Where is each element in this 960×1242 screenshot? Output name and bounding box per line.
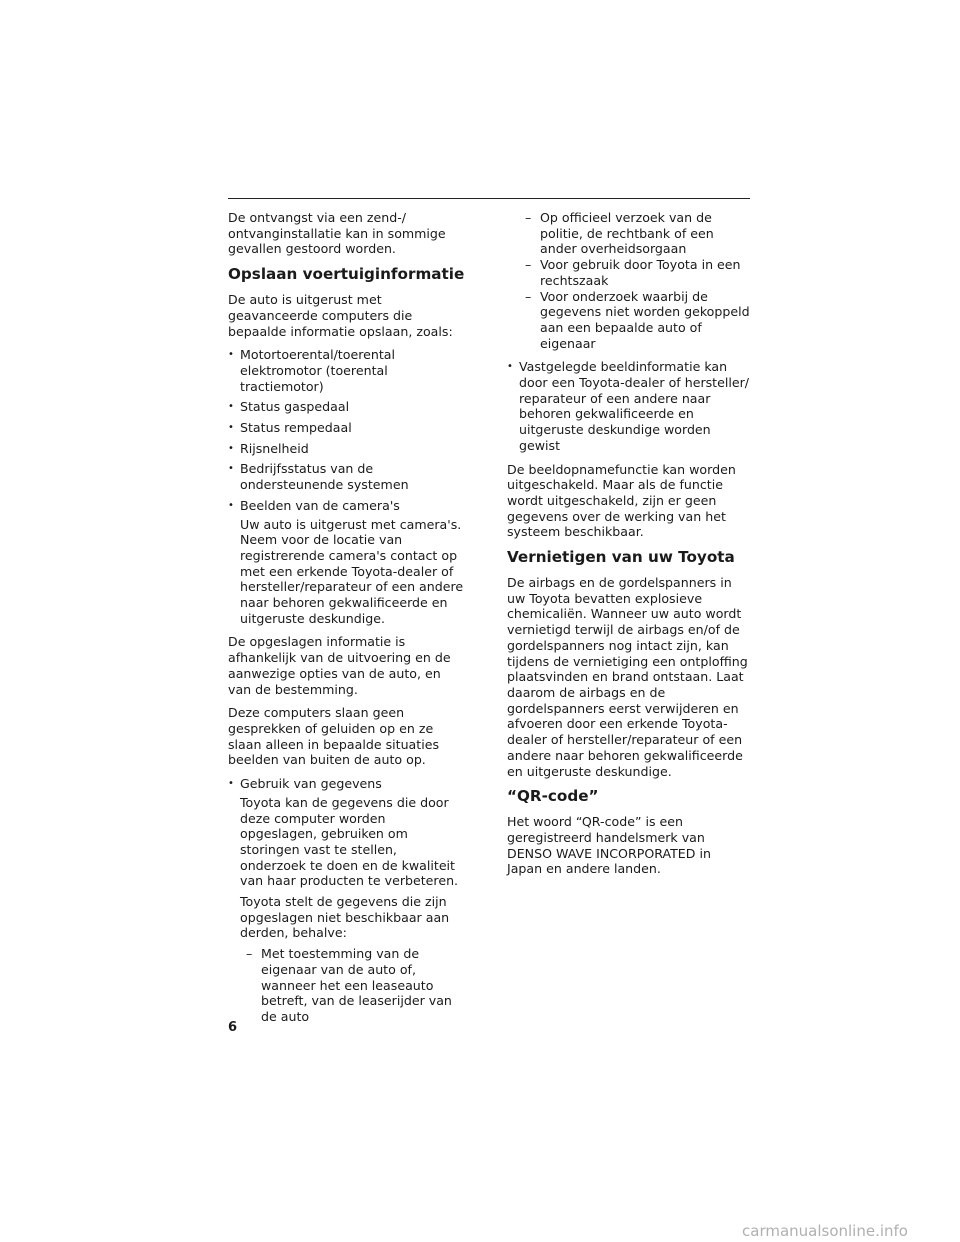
dash-item: – Met toestemming van de eigenaar van de auto of, wanneer het een leaseauto betreft, van de leaserijder van de auto	[246, 946, 466, 1025]
image-info-list	[507, 359, 750, 453]
qr-code-paragraph: Het woord “QR-code” is een geregistreerd handelsmerk van DENSO WAVE INCORPORATED in Japan en andere landen.	[507, 814, 711, 877]
dash-item: – Op officieel verzoek van de politie, de rechtbank of een ander overheidsorgaan	[525, 210, 750, 257]
list-item: • Rijsnelheid	[228, 441, 466, 457]
data-usage-list	[228, 776, 466, 1025]
no-recording-paragraph: Deze computers slaan geen gesprekken of geluiden op en ze slaan alleen in bepaalde situaties beelden van buiten de auto op.	[228, 705, 440, 768]
list-item: • Status gaspedaal	[228, 399, 466, 415]
list-item: • Bedrijfsstatus van de ondersteunende systemen	[228, 461, 466, 492]
right-column	[507, 210, 750, 885]
stored-info-list	[228, 347, 466, 626]
list-item-data-usage	[228, 776, 466, 1025]
list-item-label: Beelden van de camera's	[240, 497, 400, 513]
section-heading-disposal: Vernietigen van uw Toyota	[507, 548, 735, 567]
page-number: 6	[228, 1020, 238, 1035]
section-heading-qr-code: “QR-code”	[507, 787, 599, 806]
vehicle-info-paragraph: De auto is uitgerust met geavanceerde computers die bepaalde informatie opslaan, zoals:	[228, 292, 453, 339]
data-usage-paragraph-1: Toyota kan de gegevens die door deze computer worden opgeslagen, gebruiken om storingen vast te stellen, onderzoek te doen en de kwaliteit van haar producten te verbeteren.	[240, 794, 459, 889]
data-usage-paragraph-2: Toyota stelt de gegevens die zijn opgeslagen niet beschikbaar aan derden, behalve:	[240, 894, 450, 941]
list-item: • Status rempedaal	[228, 420, 466, 436]
top-rule	[228, 198, 750, 199]
stored-info-paragraph: De opgeslagen informatie is afhankelijk van de uitvoering en de aanwezige opties van de auto, en van de bestemming.	[228, 634, 451, 697]
disposal-paragraph: De airbags en de gordelspanners in uw Toyota bevatten explosieve chemicaliën. Wanneer uw auto wordt vernietigd terwijl de airbags en/of de gordelspanners nog intact zijn, kan tijdens de vernietiging een ontploffing plaatsvinden en brand ontstaan. Laat daarom de airbags en de gordelspanners eerst verwijderen en afvoeren door een erkende Toyota-dealer of hersteller/reparateur of een andere naar behoren gekwalificeerde en uitgeruste deskundige.	[507, 575, 748, 779]
list-item: • Motortoerental/toerental elektromotor (toerental tractiemotor)	[228, 347, 466, 394]
exceptions-list-continued	[525, 210, 750, 351]
left-column	[228, 210, 466, 1033]
camera-function-paragraph: De beeldopnamefunctie kan worden uitgeschakeld. Maar als de functie wordt uitgeschakeld, zijn er geen gegevens over de werking van het systeem beschikbaar.	[507, 461, 736, 540]
watermark-text: carmanualsonline.info	[742, 1222, 908, 1240]
list-item: • Vastgelegde beeldinformatie kan door een Toyota-dealer of hersteller/ reparateur of een andere naar behoren gekwalificeerde en uitgeruste deskundige worden gewist	[507, 359, 750, 453]
exceptions-list	[246, 946, 466, 1025]
camera-note: Uw auto is uitgerust met camera's. Neem voor de locatie van registrerende camera's contact op met een erkende Toyota-dealer of hersteller/reparateur of een andere naar behoren gekwalificeerde en uitgeruste deskundige.	[240, 516, 464, 626]
dash-item: – Voor onderzoek waarbij de gegevens niet worden gekoppeld aan een bepaalde auto of eigenaar	[525, 289, 750, 352]
section-heading-vehicle-info: Opslaan voertuiginformatie	[228, 265, 465, 284]
list-item-cameras	[228, 498, 466, 627]
intro-paragraph: De ontvangst via een zend-/ ontvanginstallatie kan in sommige gevallen gestoord worden.	[228, 210, 446, 257]
dash-item: – Voor gebruik door Toyota in een rechtszaak	[525, 257, 750, 288]
list-item-label: Gebruik van gegevens	[240, 776, 382, 792]
